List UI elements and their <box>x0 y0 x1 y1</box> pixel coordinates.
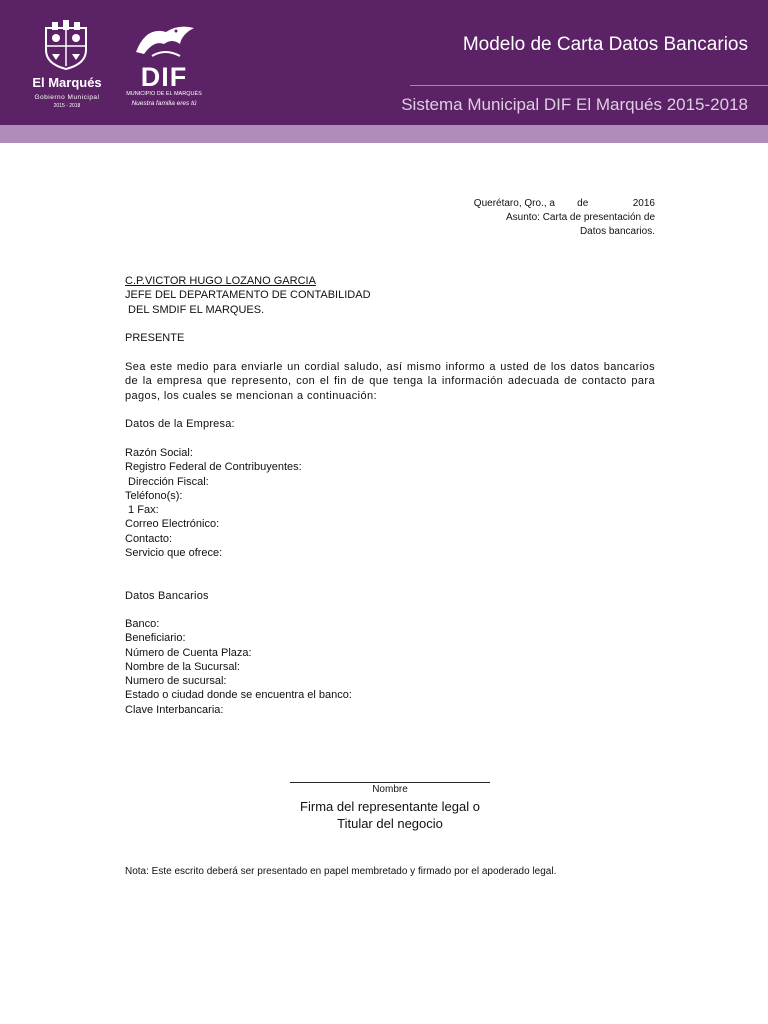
header-band <box>0 125 768 143</box>
addressee-block <box>125 274 655 317</box>
addressee-name: C.P.VICTOR HUGO LOZANO GARCIA <box>125 275 316 287</box>
field-banco: Banco: <box>125 618 160 630</box>
field-fax: 1 Fax: <box>125 504 159 517</box>
logo-name: El Marqués <box>32 75 102 90</box>
field-rfc: Registro Federal de Contribuyentes: <box>125 461 302 474</box>
subject-line-2: Datos bancarios. <box>579 226 655 237</box>
signature-title <box>240 798 540 832</box>
signature-line <box>290 782 490 783</box>
dif-name: DIF <box>140 62 188 92</box>
company-fields <box>125 446 655 560</box>
field-numero-sucursal: Numero de sucursal: <box>125 675 227 688</box>
greeting: PRESENTE <box>125 332 185 344</box>
header-divider <box>410 85 768 86</box>
logo-years: 2015 - 2018 <box>53 103 81 109</box>
logo-subtitle: Gobierno Municipal <box>34 94 100 101</box>
signature-title-line2: Titular del negocio <box>337 816 443 831</box>
letter-body: Sea este medio para enviarle un cordial saludo, así mismo informo a usted de los datos bancarios de la empresa que represento, con el fin de que tenga la información adecuada de contacto para pagos, los cuales se mencionan a continuación: <box>125 361 655 402</box>
company-section-title: Datos de la Empresa: <box>125 418 235 430</box>
field-servicio: Servicio que ofrece: <box>125 547 223 560</box>
bird-icon <box>132 22 198 66</box>
field-cuenta-plaza: Número de Cuenta Plaza: <box>125 646 252 659</box>
bank-section-title: Datos Bancarios <box>125 590 209 602</box>
header-banner <box>0 0 768 125</box>
date-line: Querétaro, Qro., a de 2016 <box>473 198 655 209</box>
page-title: Modelo de Carta Datos Bancarios <box>462 34 748 55</box>
field-direccion-fiscal: Dirección Fiscal: <box>125 475 209 488</box>
dif-subtitle: MUNICIPIO DE EL MARQUÉS <box>126 91 202 97</box>
subject-line: Asunto: Carta de presentación de <box>506 212 655 223</box>
dif-logo <box>118 22 210 114</box>
addressee-org: DEL SMDIF EL MARQUES. <box>125 303 265 316</box>
el-marques-logo <box>26 20 108 114</box>
addressee-position: JEFE DEL DEPARTAMENTO DE CONTABILIDAD <box>125 289 371 302</box>
bank-fields <box>125 617 655 717</box>
signature-label: Nombre <box>372 784 408 795</box>
dif-slogan: Nuestra familia eres tú <box>131 100 197 107</box>
field-clabe: Clave Interbancaria: <box>125 703 224 716</box>
field-estado-ciudad: Estado o ciudad donde se encuentra el banco: <box>125 689 352 702</box>
crest-icon <box>40 20 92 70</box>
date-subject-block <box>474 197 655 239</box>
field-beneficiario: Beneficiario: <box>125 632 186 645</box>
page-subtitle: Sistema Municipal DIF El Marqués 2015-2018 <box>401 95 748 114</box>
field-razon-social: Razón Social: <box>125 447 193 459</box>
field-telefono: Teléfono(s): <box>125 489 183 502</box>
field-nombre-sucursal: Nombre de la Sucursal: <box>125 660 240 673</box>
field-correo: Correo Electrónico: <box>125 518 220 531</box>
signature-title-line1: Firma del representante legal o <box>300 799 480 814</box>
footer-note: Nota: Este escrito deberá ser presentado en papel membretado y firmado por el apoderado legal. <box>125 866 557 877</box>
field-contacto: Contacto: <box>125 532 173 545</box>
